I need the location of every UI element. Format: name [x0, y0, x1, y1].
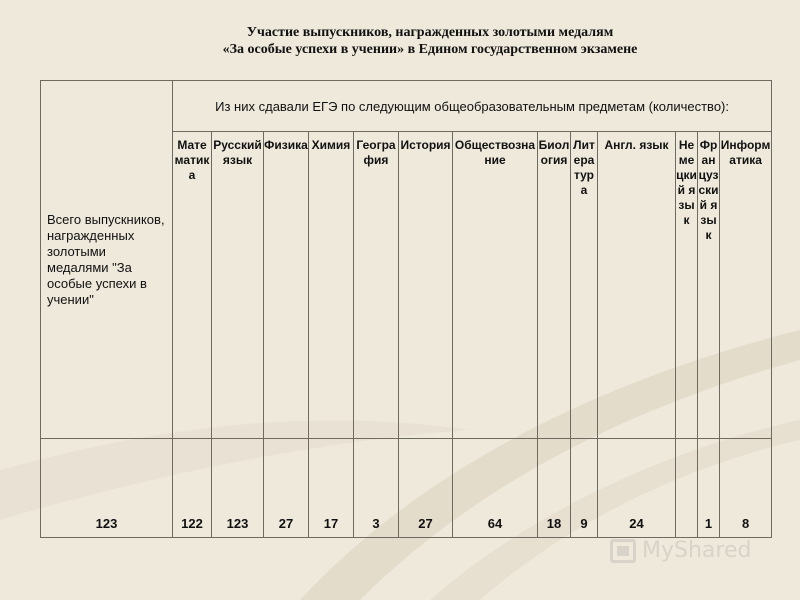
title-line-1: Участие выпускников, награжденных золотыми медалям	[246, 25, 614, 40]
watermark-text: MyShared	[642, 538, 752, 563]
total-graduates-value: 123	[41, 439, 173, 538]
value-french: 1	[698, 439, 720, 538]
subject-header-geography: География	[354, 132, 399, 439]
value-geography: 3	[354, 439, 399, 538]
value-chemistry: 17	[309, 439, 354, 538]
title-line-2: «За особые успехи в учении» в Едином государственном экзамене	[222, 42, 638, 57]
subject-header-math: Математика	[173, 132, 212, 439]
exam-results-table	[40, 80, 772, 538]
value-history: 27	[399, 439, 453, 538]
subject-header-biology: Биология	[538, 132, 571, 439]
value-informatics: 8	[720, 439, 772, 538]
subject-header-social-studies: Обществознание	[453, 132, 538, 439]
myshared-logo-icon	[610, 539, 636, 563]
subjects-group-header: Из них сдавали ЕГЭ по следующим общеобразовательным предметам (количество):	[173, 81, 772, 132]
subject-header-physics: Физика	[264, 132, 309, 439]
subject-header-informatics: Информатика	[720, 132, 772, 439]
subject-header-french: Французский язык	[698, 132, 720, 439]
value-biology: 18	[538, 439, 571, 538]
value-literature: 9	[571, 439, 598, 538]
value-german	[676, 439, 698, 538]
value-social-studies: 64	[453, 439, 538, 538]
value-math: 122	[173, 439, 212, 538]
page-title	[0, 24, 800, 58]
myshared-watermark	[610, 538, 751, 563]
subject-header-german: Немецкий язык	[676, 132, 698, 439]
subject-header-english: Англ. язык	[598, 132, 676, 439]
subject-header-history: История	[399, 132, 453, 439]
value-russian: 123	[212, 439, 264, 538]
total-graduates-header: Всего выпускников, награжденных золотыми медалями "За особые успехи в учении"	[41, 81, 173, 439]
subject-header-literature: Литература	[571, 132, 598, 439]
subject-header-russian: Русский язык	[212, 132, 264, 439]
value-english: 24	[598, 439, 676, 538]
values-row	[41, 439, 772, 538]
subject-header-chemistry: Химия	[309, 132, 354, 439]
value-physics: 27	[264, 439, 309, 538]
